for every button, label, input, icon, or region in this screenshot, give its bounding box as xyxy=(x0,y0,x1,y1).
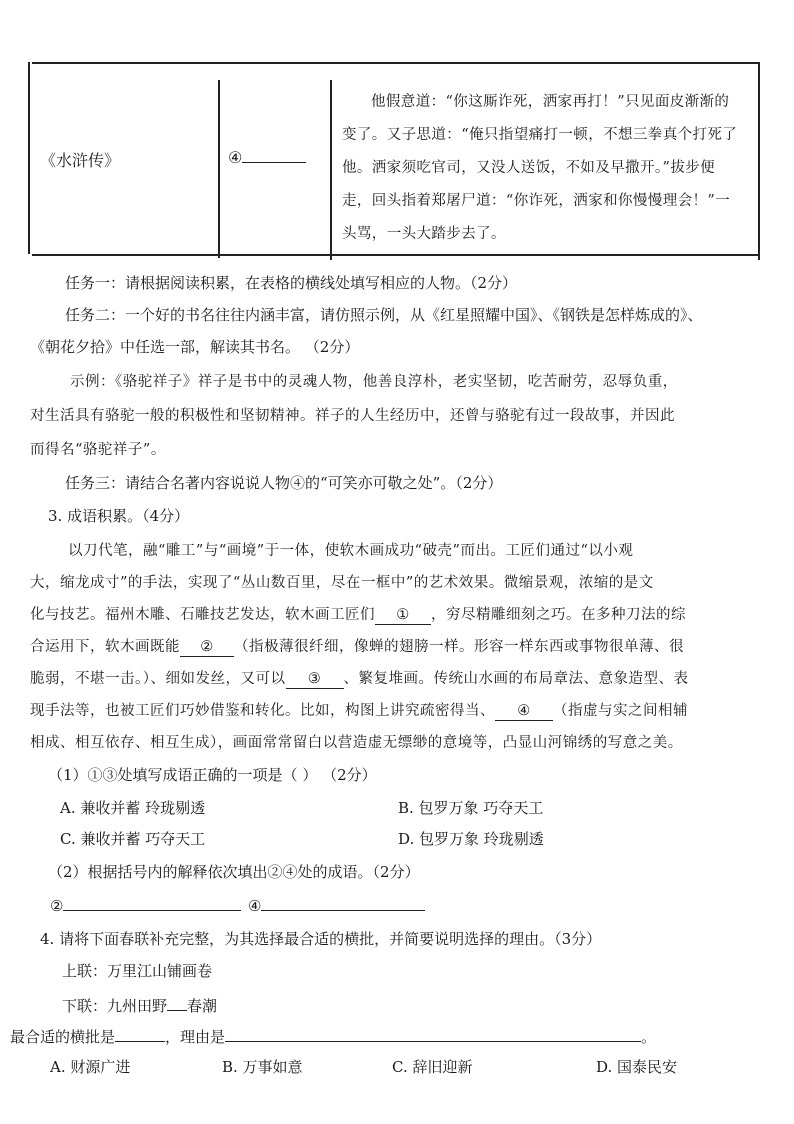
q4-title: 4. 请将下面春联补充完整，为其选择最合适的横批，并简要说明选择的理由。（3分） xyxy=(40,930,602,948)
q3-para-line2: 大，缩龙成寸”的手法，实现了“丛山数百里，尽在一框中”的艺术效果。微缩景观，浓缩的是文 xyxy=(30,575,654,591)
table-divider-2 xyxy=(330,80,332,260)
blank-line xyxy=(242,146,306,163)
example-line3: 而得名“骆驼祥子”。 xyxy=(30,442,166,458)
q3-sub2: （2）根据括号内的解释依次填出②④处的成语。（2分） xyxy=(48,863,420,881)
banner-option-c[interactable]: C. 辞旧迎新 xyxy=(392,1058,473,1076)
banner-option-a[interactable]: A. 财源广进 xyxy=(50,1058,131,1076)
blank-1[interactable]: ① xyxy=(375,607,431,625)
blank-3[interactable]: ③ xyxy=(286,671,344,689)
q3-title: 3. 成语积累。（4分） xyxy=(48,507,190,525)
banner-option-b[interactable]: B. 万事如意 xyxy=(222,1058,303,1076)
table-right-border xyxy=(758,62,760,260)
best-banner-line: 最合适的横批是 ，理由是 。 xyxy=(10,1024,656,1047)
couplet-lower: 下联：九州田野 春潮 xyxy=(62,993,217,1016)
q3-para-line1: 以刀代笔，融“雕工”与“画境”于一体，使软木画成功“破壳”而出。工匠们通过“以小观 xyxy=(68,543,634,559)
banner-answer-blank[interactable] xyxy=(115,1024,165,1042)
blank-marker: ④ xyxy=(228,148,243,167)
task-two-line2: 《朝花夕拾》中任选一部，解读其书名。 （2分） xyxy=(30,338,360,356)
novel-excerpt: 他假意道：“你这厮诈死，洒家再打！”只见面皮渐渐的变了。又子思道：“俺只指望痛打一顿，不想三拳真个打死了他。洒家须吃官司，又没人送饭，不如及早撒开。”拔步便走，回头指着郑屠尸道：“你诈死，洒家和你慢慢理会！”一头骂，一头大踏步去了。 xyxy=(342,94,738,242)
option-c[interactable]: C. 兼收并蓄 巧夺天工 xyxy=(60,830,206,848)
q3-sub1: （1）①③处填写成语正确的一项是（ ） （2分） xyxy=(48,766,377,784)
q3-para-line4: 合运用下，软木画既能 ② （指极薄很纤细，像蝉的翅膀一样。形容一样东西或事物很单薄、很 xyxy=(30,639,684,655)
q3-para-line7: 相成、相互依存、相互生成），画面常常留白以营造虚无缥缈的意境等，凸显山河锦绣的写意之美。 xyxy=(30,735,683,751)
couplet-upper: 上联：万里江山铺画卷 xyxy=(62,962,213,980)
table-bottom-border xyxy=(32,254,760,256)
couplet-blank[interactable] xyxy=(167,993,187,1011)
character-blank[interactable] xyxy=(228,146,306,167)
q3-para-line5: 脆弱，不堪一击。）、细如发丝，又可以 ③ 、繁复堆画。传统山水画的布局章法、意象造型、表 xyxy=(30,671,689,687)
example-line2: 对生活具有骆驼一般的积极性和坚韧精神。祥子的人生经历中，还曾与骆驼有过一段故事，并因此 xyxy=(30,408,675,424)
blank-4[interactable]: ④ xyxy=(495,703,553,721)
task-three: 任务三：请结合名著内容说说人物④的“可笑亦可敬之处”。（2分） xyxy=(65,474,503,492)
q3-para-line3: 化与技艺。福州木雕、石雕技艺发达，软木画工匠们 ① ，穷尽精雕细刻之巧。在多种刀法的综 xyxy=(30,607,686,623)
table-left-border xyxy=(28,62,30,254)
table-top-border xyxy=(32,62,760,64)
option-d[interactable]: D. 包罗万象 玲珑剔透 xyxy=(398,830,544,848)
table-divider-1 xyxy=(218,80,220,258)
answer-line-2[interactable]: ② xyxy=(50,893,241,915)
task-one: 任务一：请根据阅读积累，在表格的横线处填写相应的人物。（2分） xyxy=(65,274,518,292)
option-a[interactable]: A. 兼收并蓄 玲珑剔透 xyxy=(60,799,206,817)
option-b[interactable]: B. 包罗万象 巧夺天工 xyxy=(398,799,544,817)
example-line1: 示例：《骆驼祥子》祥子是书中的灵魂人物，他善良淳朴，老实坚韧，吃苦耐劳，忍辱负重， xyxy=(70,374,678,390)
book-title: 《水浒传》 xyxy=(40,151,121,170)
task-two-line1: 任务二：一个好的书名往往内涵丰富，请仿照示例，从《红星照耀中国》、《钢铁是怎样炼成的》、 xyxy=(65,306,703,324)
banner-option-d[interactable]: D. 国泰民安 xyxy=(596,1058,678,1076)
q3-para-line6: 现手法等，也被工匠们巧妙借鉴和转化。比如，构图上讲究疏密得当、 ④ （指虚与实之间相辅 xyxy=(30,703,688,719)
answer-line-4[interactable]: ④ xyxy=(248,893,425,915)
blank-2[interactable]: ② xyxy=(180,639,234,657)
reason-blank[interactable] xyxy=(225,1024,641,1042)
